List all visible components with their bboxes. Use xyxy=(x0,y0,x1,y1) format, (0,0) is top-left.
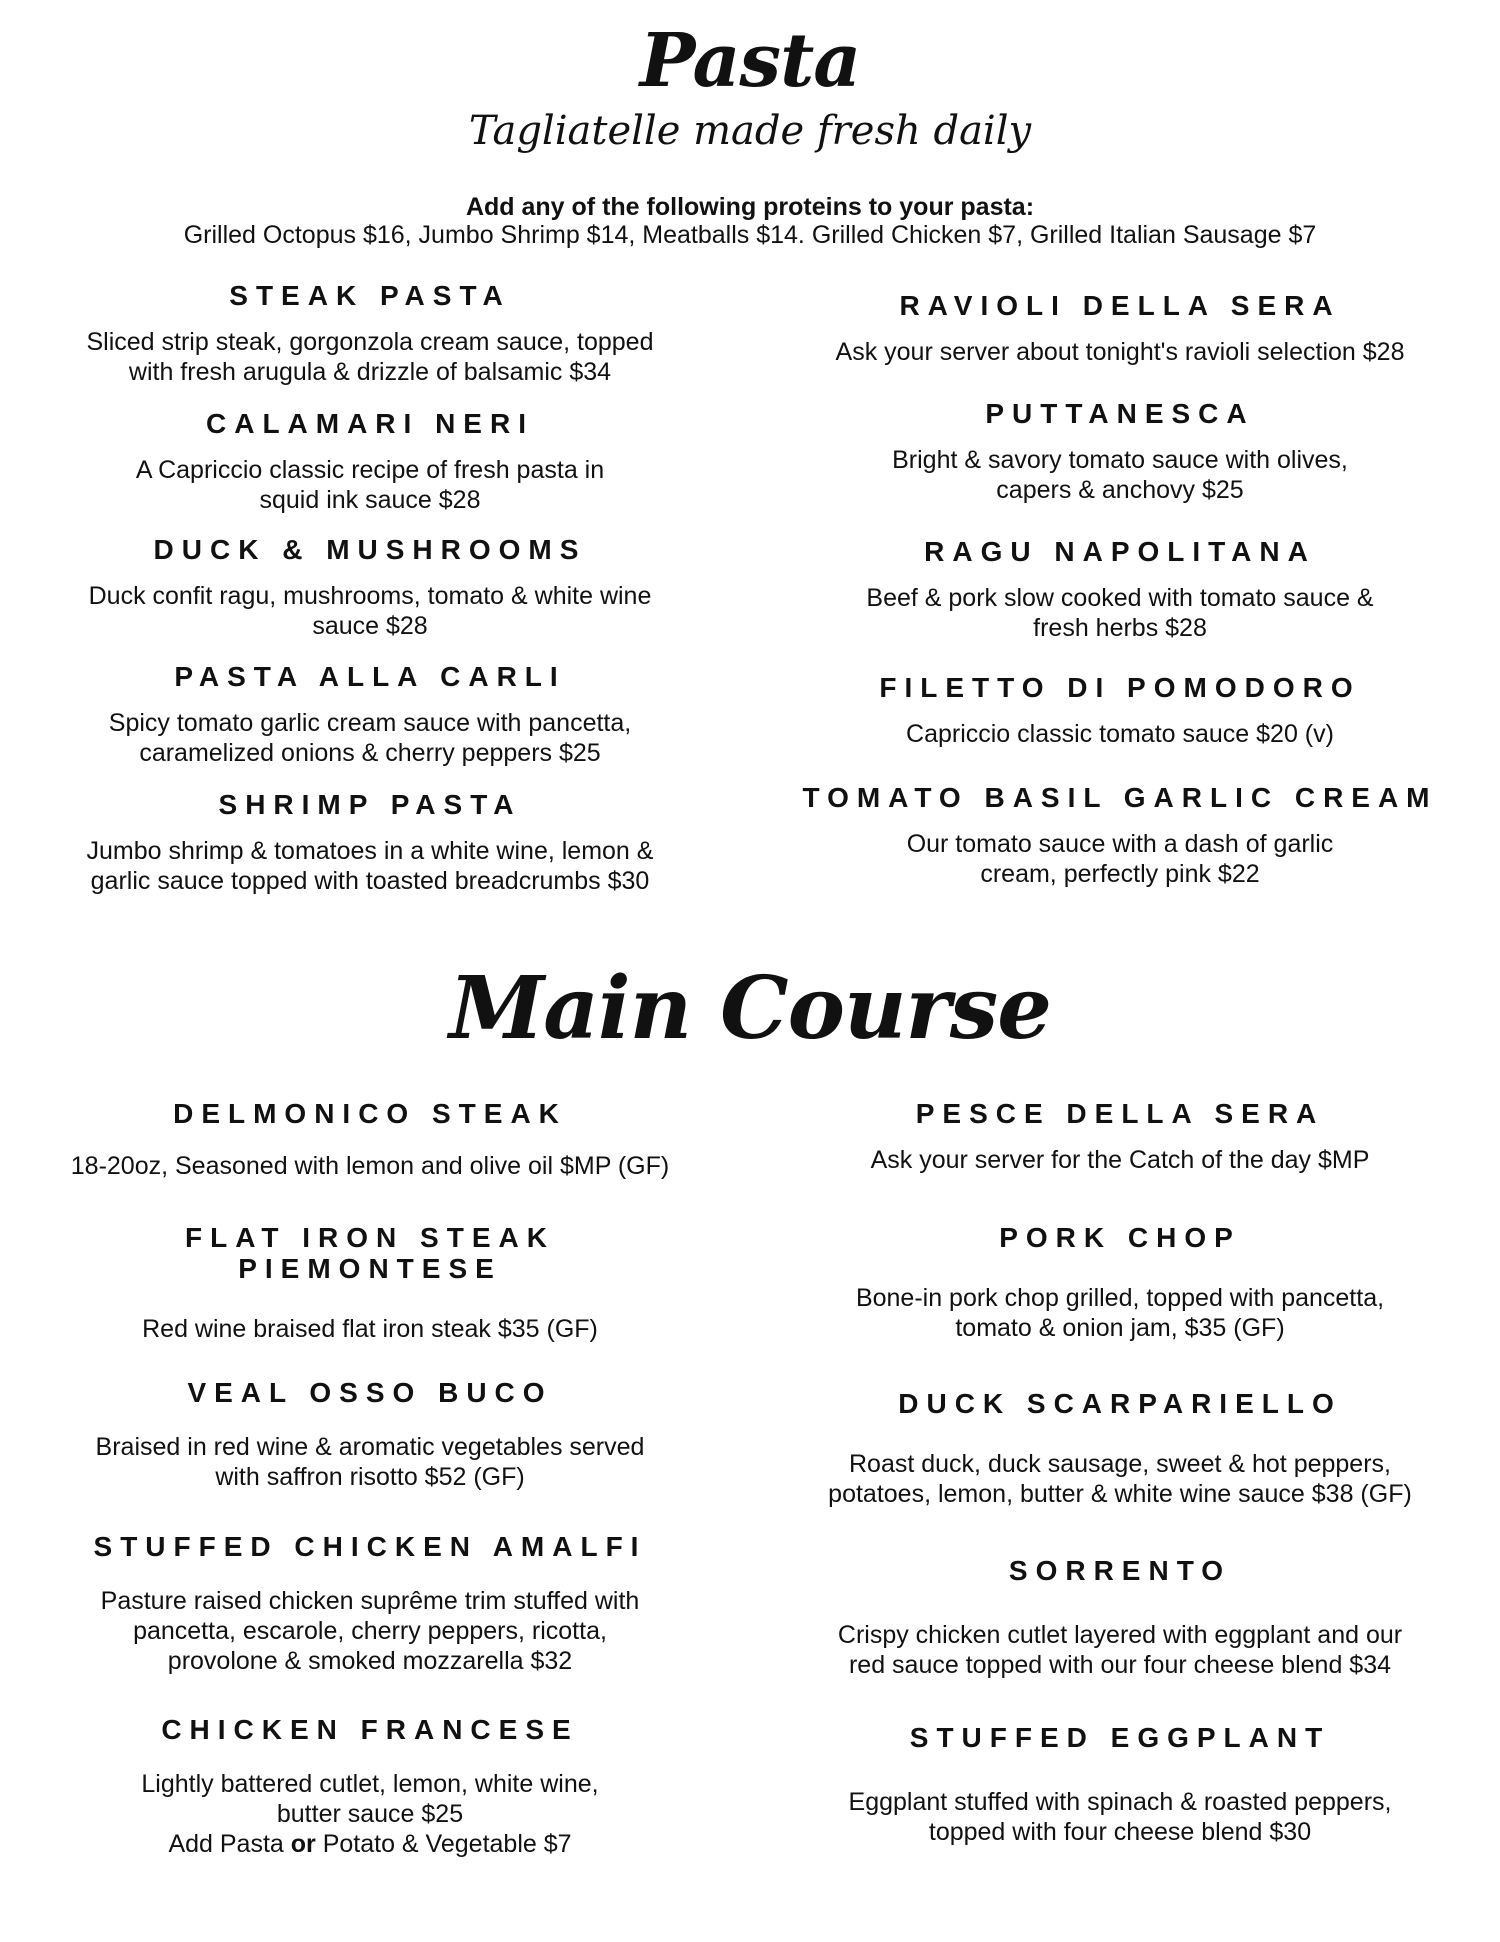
description-line: topped with four cheese blend $30 xyxy=(928,1818,1312,1846)
addon-or: or xyxy=(290,1830,316,1858)
menu-item-description xyxy=(770,337,1470,367)
menu-item-name: FILETTO DI POMODORO xyxy=(879,672,1361,703)
menu-item-description xyxy=(770,1620,1470,1680)
menu-item-name: FLAT IRON STEAK xyxy=(185,1222,555,1253)
menu-item-calamari-neri xyxy=(30,408,710,515)
proteins-heading: Add any of the following proteins to your pasta: xyxy=(465,193,1035,221)
description-line: Capriccio classic tomato sauce $20 (v) xyxy=(906,720,1334,748)
menu-item-name: STEAK PASTA xyxy=(229,280,511,311)
menu-item-stuffed-chicken-amalfi xyxy=(30,1531,710,1676)
description-line: with saffron risotto $52 (GF) xyxy=(215,1463,525,1491)
menu-item-shrimp-pasta xyxy=(30,789,710,896)
description-line: red sauce topped with our four cheese blend $34 xyxy=(848,1651,1392,1679)
description-line: Eggplant stuffed with spinach & roasted peppers, xyxy=(848,1788,1392,1816)
menu-item-name: PUTTANESCA xyxy=(985,398,1255,429)
menu-item-description xyxy=(30,1432,710,1492)
menu-item-ravioli-della-sera xyxy=(770,290,1470,367)
description-line: Red wine braised flat iron steak $35 (GF) xyxy=(142,1315,598,1343)
menu-item-steak-pasta xyxy=(30,280,710,387)
description-line: pancetta, escarole, cherry peppers, ricotta, xyxy=(133,1617,607,1645)
menu-item-description xyxy=(30,1314,710,1344)
description-line: Duck confit ragu, mushrooms, tomato & white wine xyxy=(88,582,652,610)
menu-item-name-line2: PIEMONTESE xyxy=(238,1253,502,1284)
menu-item-filetto-di-pomodoro xyxy=(770,672,1470,749)
menu-item-name: PESCE DELLA SERA xyxy=(915,1098,1325,1129)
menu-item-name: TOMATO BASIL GARLIC CREAM xyxy=(802,782,1438,813)
menu-item-description xyxy=(770,445,1470,505)
menu-item-description xyxy=(770,1787,1470,1847)
menu-item-description xyxy=(30,1586,710,1676)
description-line: potatoes, lemon, butter & white wine sauce $38 (GF) xyxy=(828,1480,1412,1508)
description-line: caramelized onions & cherry peppers $25 xyxy=(139,739,601,767)
menu-item-delmonico-steak xyxy=(30,1098,710,1181)
menu-item-sorrento xyxy=(770,1555,1470,1680)
description-line: with fresh arugula & drizzle of balsamic $34 xyxy=(128,358,612,386)
menu-item-veal-osso-buco xyxy=(30,1377,710,1492)
description-line: Sliced strip steak, gorgonzola cream sauce, topped xyxy=(86,328,654,356)
menu-item-description xyxy=(30,327,710,387)
pasta-section-title: Pasta xyxy=(639,18,861,104)
description-line: 18-20oz, Seasoned with lemon and olive oil $MP (GF) xyxy=(70,1152,670,1180)
menu-item-description xyxy=(30,581,710,641)
menu-item-name: RAVIOLI DELLA SERA xyxy=(899,290,1341,321)
description-addon-line xyxy=(30,1829,710,1859)
menu-item-description xyxy=(30,708,710,768)
description-line: Spicy tomato garlic cream sauce with pancetta, xyxy=(108,709,632,737)
menu-item-description xyxy=(770,583,1470,643)
description-line: A Capriccio classic recipe of fresh pasta in xyxy=(135,456,605,484)
menu-item-puttanesca xyxy=(770,398,1470,505)
menu-item-tomato-basil-garlic-cream xyxy=(770,782,1470,889)
menu-item-name: DUCK SCARPARIELLO xyxy=(898,1388,1342,1419)
menu-item-name: SORRENTO xyxy=(1008,1555,1232,1586)
menu-item-name: SHRIMP PASTA xyxy=(218,789,522,820)
menu-item-name: DUCK & MUSHROOMS xyxy=(153,534,587,565)
description-line: Pasture raised chicken suprême trim stuffed with xyxy=(100,1587,640,1615)
menu-item-name: PASTA ALLA CARLI xyxy=(174,661,566,692)
pasta-section-subtitle: Tagliatelle made fresh daily xyxy=(468,108,1032,154)
menu-item-description xyxy=(30,1769,710,1859)
description-line: Crispy chicken cutlet layered with eggplant and our xyxy=(837,1621,1403,1649)
description-line: Roast duck, duck sausage, sweet & hot peppers, xyxy=(849,1450,1391,1478)
menu-item-description xyxy=(770,1283,1470,1343)
description-line: Jumbo shrimp & tomatoes in a white wine, lemon & xyxy=(86,837,654,865)
description-line: Bright & savory tomato sauce with olives, xyxy=(892,446,1348,474)
description-line: squid ink sauce $28 xyxy=(259,486,481,514)
addon-text: Add Pasta xyxy=(168,1830,291,1858)
menu-item-chicken-francese xyxy=(30,1714,710,1859)
menu-item-description xyxy=(30,1151,710,1181)
menu-item-stuffed-eggplant xyxy=(770,1722,1470,1847)
menu-item-description xyxy=(30,836,710,896)
description-line: Ask your server about tonight's ravioli selection $28 xyxy=(835,338,1405,366)
description-line: Bone-in pork chop grilled, topped with pancetta, xyxy=(855,1284,1385,1312)
description-line: garlic sauce topped with toasted breadcrumbs $30 xyxy=(90,867,650,895)
description-line: sauce $28 xyxy=(312,612,428,640)
proteins-list: Grilled Octopus $16, Jumbo Shrimp $14, Meatballs $14. Grilled Chicken $7, Grilled Italian Sausage $7 xyxy=(183,221,1317,249)
description-line: butter sauce $25 xyxy=(276,1800,464,1828)
description-line: Beef & pork slow cooked with tomato sauce & xyxy=(866,584,1374,612)
menu-item-description xyxy=(770,829,1470,889)
menu-item-duck-mushrooms xyxy=(30,534,710,641)
menu-item-ragu-napolitana xyxy=(770,536,1470,643)
menu-item-description xyxy=(770,1145,1470,1175)
menu-item-name: CALAMARI NERI xyxy=(206,408,534,439)
menu-item-description xyxy=(770,1449,1470,1509)
description-line: cream, perfectly pink $22 xyxy=(980,860,1260,888)
menu-item-pork-chop xyxy=(770,1222,1470,1343)
description-line: provolone & smoked mozzarella $32 xyxy=(167,1647,573,1675)
menu-item-name: DELMONICO STEAK xyxy=(173,1098,567,1129)
addon-text: Potato & Vegetable $7 xyxy=(315,1830,572,1858)
description-line: fresh herbs $28 xyxy=(1033,614,1207,642)
description-line: tomato & onion jam, $35 (GF) xyxy=(955,1314,1285,1342)
description-line: Our tomato sauce with a dash of garlic xyxy=(906,830,1334,858)
menu-item-pesce-della-sera xyxy=(770,1098,1470,1175)
menu-item-name: CHICKEN FRANCESE xyxy=(161,1714,579,1745)
description-line: capers & anchovy $25 xyxy=(996,476,1244,504)
menu-item-flat-iron-steak-piemontese xyxy=(30,1222,710,1344)
menu-item-description xyxy=(770,719,1470,749)
menu-item-name: PORK CHOP xyxy=(999,1222,1241,1253)
description-line: Lightly battered cutlet, lemon, white wine, xyxy=(141,1770,599,1798)
description-line: Ask your server for the Catch of the day $MP xyxy=(870,1146,1370,1174)
menu-item-pasta-alla-carli xyxy=(30,661,710,768)
main-course-section-title: Main Course xyxy=(449,958,1051,1059)
description-line: Braised in red wine & aromatic vegetables served xyxy=(95,1433,645,1461)
menu-item-name: STUFFED CHICKEN AMALFI xyxy=(93,1531,647,1562)
menu-item-name: VEAL OSSO BUCO xyxy=(187,1377,553,1408)
menu-item-duck-scarpariello xyxy=(770,1388,1470,1509)
menu-item-description xyxy=(30,455,710,515)
menu-item-name: RAGU NAPOLITANA xyxy=(924,536,1316,567)
menu-item-name: STUFFED EGGPLANT xyxy=(909,1722,1331,1753)
